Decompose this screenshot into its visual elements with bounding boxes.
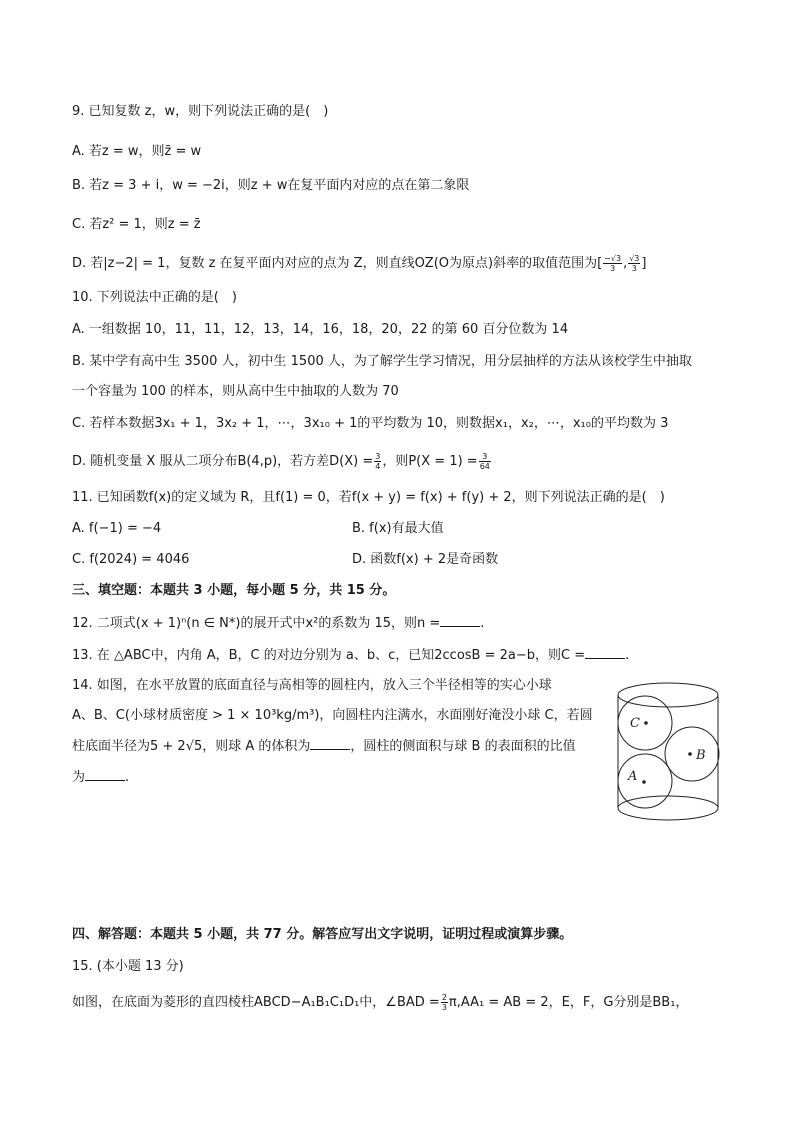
q11-option-a: A. f(−1) = −4 <box>72 521 162 536</box>
q9-option-c: C. 若z² = 1，则z = z̄ <box>72 217 201 232</box>
q10-option-b-line2: 一个容量为 100 的样本，则从高中生中抽取的人数为 70 <box>72 384 399 399</box>
q13: 13. 在 △ABC中，内角 A，B，C 的对边分别为 a、b、c，已知2ccosB = 2a−b，则C = . <box>72 648 630 663</box>
q15-text: 如图，在底面为菱形的直四棱柱ABCD−A₁B₁C₁D₁中，∠BAD = $\frac{2}{3}$ π,AA₁ = AB = 2，E，F，G分别是BB₁， <box>72 993 689 1012</box>
q9-stem: 9. 已知复数 z，w，则下列说法正确的是( ) <box>72 104 329 119</box>
q12-answer-blank[interactable] <box>440 614 480 627</box>
sphere-c-center-dot <box>644 721 648 725</box>
sphere-b-label: B <box>696 748 706 763</box>
q14-answer-blank-2[interactable] <box>85 768 125 781</box>
sphere-a-label: A <box>628 769 638 784</box>
q9-option-a: A. 若z = w，则z̄ = w <box>72 144 202 159</box>
q10-stem: 10. 下列说法中正确的是( ) <box>72 290 237 305</box>
sphere-b <box>665 727 719 781</box>
cylinder-spheres-figure <box>610 678 730 830</box>
q10-option-b-line1: B. 某中学有高中生 3500 人，初中生 1500 人，为了解学生学习情况，用分层抽样的方法从该校学生中抽取 <box>72 354 692 369</box>
q12: 12. 二项式(x + 1)ⁿ(n ∈ N*)的展开式中x²的系数为 15，则n = . <box>72 616 485 631</box>
q9-option-b: B. 若z = 3 + i，w = −2i，则z + w在复平面内对应的点在第二象限 <box>72 178 470 193</box>
q13-answer-blank[interactable] <box>585 646 625 659</box>
cylinder-bottom-front <box>618 808 718 820</box>
q15-fraction: $\frac{2}{3}$ <box>441 993 447 1012</box>
q9-option-d-text: D. 若|z−2| = 1，复数 z 在复平面内对应的点为 Z，则直线OZ(O为原点)斜率的取值范围为[ <box>72 256 603 271</box>
q14-answer-blank-1[interactable] <box>310 737 350 750</box>
q10-option-a: A. 一组数据 10，11，11，12，13，14，16，18，20，22 的第 60 百分位数为 14 <box>72 322 569 337</box>
q11-stem: 11. 已知函数f(x)的定义域为 R，且f(1) = 0，若f(x + y) = f(x) + f(y) + 2，则下列说法正确的是( ) <box>72 490 665 505</box>
q9-d-fraction-1: $\frac{-√3}{3}$ <box>604 254 622 273</box>
sphere-c-label: C <box>630 716 640 731</box>
section-4-heading: 四、解答题：本题共 5 小题，共 77 分。解答应写出文字说明，证明过程或演算步骤。 <box>72 927 573 942</box>
q9-d-fraction-2: $\frac{√3}{3}$ <box>629 254 640 273</box>
q9-option-d: D. 若|z−2| = 1，复数 z 在复平面内对应的点为 Z，则直线OZ(O为原点)斜率的取值范围为[ $\frac{-√3}{3}$ , $\frac{√3}{3}$ ] <box>72 254 647 273</box>
q10-option-d: D. 随机变量 X 服从二项分布B(4,p)，若方差D(X) = $\frac{3}{4}$ ，则P(X = 1) = $\frac{3}{64}$ <box>72 452 490 471</box>
q14-line3: 柱底面半径为5 + 2√5，则球 A 的体积为 ，圆柱的侧面积与球 B 的表面积的比值 <box>72 739 576 754</box>
q14-line4: 为 . <box>72 770 130 785</box>
sphere-a-center-dot <box>642 780 646 784</box>
q11-option-d: D. 函数f(x) + 2是奇函数 <box>352 552 499 567</box>
q11-option-c: C. f(2024) = 4046 <box>72 552 190 567</box>
q10-d-fraction-1: $\frac{3}{4}$ <box>375 452 381 471</box>
section-3-heading: 三、填空题：本题共 3 小题，每小题 5 分，共 15 分。 <box>72 583 396 598</box>
cylinder-bottom-back <box>618 796 718 808</box>
q14-line1: 14. 如图，在水平放置的底面直径与高相等的圆柱内，放入三个半径相等的实心小球 <box>72 678 552 693</box>
q10-d-fraction-2: $\frac{3}{64}$ <box>479 452 490 471</box>
sphere-b-center-dot <box>688 752 692 756</box>
q14-line2: A、B、C(小球材质密度 > 1 × 10³kg/m³)，向圆柱内注满水，水面刚好淹没小球 C，若圆 <box>72 708 593 723</box>
q15-title: 15. (本小题 13 分) <box>72 959 184 974</box>
q10-option-c: C. 若样本数据3x₁ + 1，3x₂ + 1，⋯，3x₁₀ + 1的平均数为 10，则数据x₁，x₂，⋯，x₁₀的平均数为 3 <box>72 416 669 431</box>
cylinder-top-ellipse <box>618 683 718 707</box>
q11-option-b: B. f(x)有最大值 <box>352 521 444 536</box>
